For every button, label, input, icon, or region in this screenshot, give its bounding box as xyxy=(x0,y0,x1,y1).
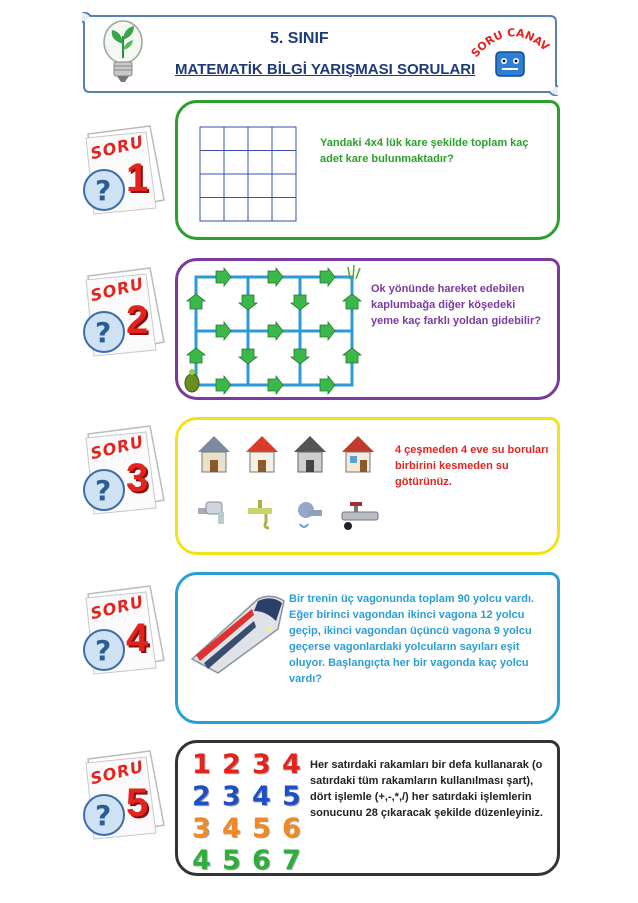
digit: 3 xyxy=(192,813,211,844)
question-number: 4 xyxy=(126,616,149,660)
soru-badge-3 xyxy=(76,420,170,520)
paper-question-icon xyxy=(76,120,170,220)
house-icon xyxy=(294,436,326,472)
digit: 2 xyxy=(192,781,211,812)
question-text: Bir trenin üç vagonunda toplam 90 yolcu vardı. Eğer birinci vagondan ikinci vagona 12 yolcu geçip, ikinci vagondan üçüncü vagona 9 yolcu geçerse vagonlardaki yolcuların sayıları eşit oluyor. Başlangıçta her bir vagonda kaç yolcu vardı? xyxy=(289,593,535,685)
soru-badge-5 xyxy=(76,745,170,845)
digit: 4 xyxy=(282,749,301,780)
digit: 5 xyxy=(282,781,301,812)
faucet-icon xyxy=(342,502,378,530)
logo-text: SORU CANAV xyxy=(470,26,550,60)
question-text: 4 çeşmeden 4 eve su boruları birbirini kesmeden su götürünüz. xyxy=(395,444,549,488)
question-number: 5 xyxy=(126,781,149,825)
faucet-icon xyxy=(248,500,272,528)
house-icon xyxy=(342,436,374,472)
question-card-2 xyxy=(175,258,560,400)
digit: 3 xyxy=(222,781,241,812)
faucets-row xyxy=(194,498,384,538)
grid-4x4 xyxy=(198,125,298,223)
question-card-3 xyxy=(175,417,560,555)
digit: 5 xyxy=(252,813,271,844)
grade-title: 5. SINIF xyxy=(270,30,329,47)
digit: 2 xyxy=(222,749,241,780)
soru-badge-4 xyxy=(76,580,170,680)
faucet-icon xyxy=(298,502,322,527)
svg-text:?: ? xyxy=(95,316,112,349)
question-card-4 xyxy=(175,572,560,724)
grass-icon xyxy=(348,265,360,279)
digit: 4 xyxy=(222,813,241,844)
soru-label: SORU xyxy=(88,431,146,464)
svg-text:?: ? xyxy=(95,634,112,667)
question-text: Her satırdaki rakamları bir defa kullanarak (o satırdaki tüm rakamların kullanılması şart), dört işlemle (+,-,*,/) her satırdaki işlemlerin sonucunu 28 çıkaracak şekilde düzenleyiniz. xyxy=(310,759,543,819)
soru-label: SORU xyxy=(88,273,146,306)
soru-badge-2 xyxy=(76,262,170,362)
digit: 3 xyxy=(252,749,271,780)
digit: 4 xyxy=(192,845,211,876)
question-number: 2 xyxy=(126,298,149,342)
question-number: 3 xyxy=(126,456,149,500)
logo-graphic xyxy=(470,22,550,82)
digit: 6 xyxy=(252,845,271,876)
svg-text:?: ? xyxy=(95,174,112,207)
question-card-5 xyxy=(175,740,560,876)
question-text: Ok yönünde hareket edebilen kaplumbağa diğer köşedeki yeme kaç farklı yoldan gidebilir? xyxy=(371,283,541,327)
question-number: 1 xyxy=(126,156,149,200)
page-title: MATEMATİK BİLGİ YARIŞMASI SORULARI xyxy=(175,61,476,78)
digit: 5 xyxy=(222,845,241,876)
paper-question-icon xyxy=(76,262,170,362)
digit: 4 xyxy=(252,781,271,812)
soru-label: SORU xyxy=(88,131,146,164)
houses-row xyxy=(194,432,384,478)
soru-label: SORU xyxy=(88,756,146,789)
house-icon xyxy=(246,436,278,472)
paper-question-icon xyxy=(76,580,170,680)
faucet-icon xyxy=(198,502,224,524)
digit: 1 xyxy=(192,749,211,780)
lightbulb-plant-icon xyxy=(100,18,146,86)
digit-grid xyxy=(186,747,314,875)
train-icon xyxy=(188,589,288,679)
paper-question-icon xyxy=(76,420,170,520)
soru-badge-1 xyxy=(76,120,170,220)
paper-question-icon xyxy=(76,745,170,845)
svg-text:?: ? xyxy=(95,474,112,507)
svg-text:?: ? xyxy=(95,799,112,832)
question-card-1 xyxy=(175,100,560,240)
soru-canavari-logo xyxy=(470,22,550,82)
digit: 6 xyxy=(282,813,301,844)
house-icon xyxy=(198,436,230,472)
digit: 7 xyxy=(282,845,301,876)
question-text: Yandaki 4x4 lük kare şekilde toplam kaç adet kare bulunmaktadır? xyxy=(320,137,529,165)
soru-label: SORU xyxy=(88,591,146,624)
turtle-path-grid xyxy=(182,265,366,397)
